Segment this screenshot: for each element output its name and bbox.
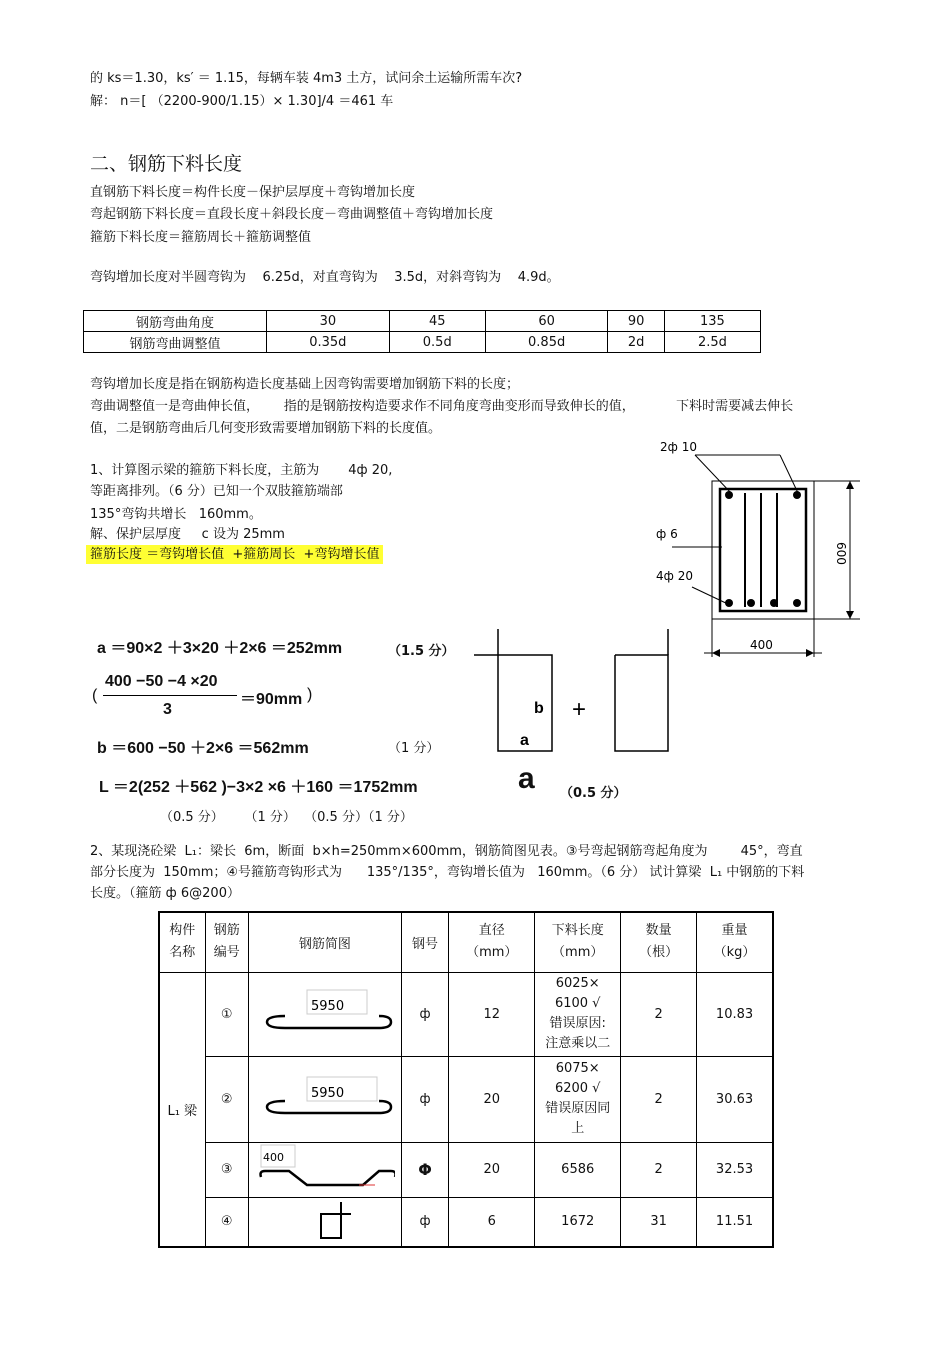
fraction-denominator: 3 [163, 701, 172, 718]
header-qty: 数量 （根） [621, 912, 697, 972]
hook-note: 弯钩增加长度对半圆弯钩为 6.25d，对直弯钩为 3.5d，对斜弯钩为 4.9d。 [90, 270, 560, 285]
rebar-no: ④ [205, 1197, 248, 1247]
rebar-weight: 30.63 [697, 1056, 773, 1142]
bend-value-90: 2d [608, 332, 664, 353]
bend-value-30: 0.35d [267, 332, 390, 353]
rebar-weight: 10.83 [697, 972, 773, 1056]
bend-value-60: 0.85d [485, 332, 608, 353]
header-number: 钢筋 编号 [205, 912, 248, 972]
label-b: b [534, 700, 544, 717]
formula-bent: 弯起钢筋下料长度＝直段长度＋斜段长度－弯曲调整值＋弯钩增加长度 [90, 207, 494, 222]
equation-b: b ＝600 −50 ＋2×6 ＝562mm [97, 740, 309, 757]
rebar-sketch-1 [249, 972, 402, 1056]
label-width: 400 [750, 638, 773, 652]
rebar-length: 6025× 6100 √ 错误原因: 注意乘以二 [535, 972, 621, 1056]
fraction-bar [103, 695, 237, 696]
equation-a: a ＝90×2 ＋3×20 ＋2×6 ＝252mm [97, 640, 343, 657]
q2-line-3: 长度。（箍筋 ф 6@200） [90, 886, 240, 901]
section-heading: 二、钢筋下料长度 [90, 153, 243, 175]
sketch-2-label: 5950 [310, 1086, 344, 1101]
table-row [159, 1142, 773, 1197]
hook-bar-2 [267, 1101, 391, 1113]
bend-value-45: 0.5d [389, 332, 485, 353]
rebar-sketch-4 [249, 1197, 402, 1247]
bend-angle-30: 30 [267, 311, 390, 332]
bend-angle-60: 60 [485, 311, 608, 332]
formula-straight: 直钢筋下料长度＝构件长度－保护层厚度＋弯钩增加长度 [90, 185, 416, 200]
table-row [159, 1197, 773, 1247]
rebar-qty: 2 [621, 1142, 697, 1197]
rebar-no: ② [205, 1056, 248, 1142]
rebar-grade: Φ [401, 1142, 449, 1197]
bend-value-135: 2.5d [664, 332, 760, 353]
q1-line-1: 1、计算图示梁的箍筋下料长度，主筋为 4ф 20, [90, 463, 393, 478]
header-member: 构件 名称 [159, 912, 205, 972]
rebar-length: 6075× 6200 √ 错误原因同 上 [535, 1056, 621, 1142]
table-row [159, 1056, 773, 1142]
member-name: L₁ 梁 [159, 972, 205, 1247]
label-bottom-bars: 4ф 20 [656, 569, 693, 583]
top-bar-right [793, 491, 801, 499]
q1-line-3: 135°弯钩共增长 160mm。 [90, 507, 262, 522]
equation-b-score: （1 分） [388, 741, 440, 756]
explain-1: 弯钩增加长度是指在钢筋构造长度基础上因弯钩需要增加钢筋下料的长度； [90, 377, 520, 392]
explain-3: 值，二是钢筋弯曲后几何变形致需要增加钢筋下料的长度值。 [90, 421, 442, 436]
sketch-3-label: 400 [262, 1150, 284, 1164]
rebar-length: 1672 [535, 1197, 621, 1247]
stirrup-bar [321, 1214, 341, 1238]
intro-line-1: 的 ks＝1.30，ks′ ＝ 1.15，每辆车装 4m3 土方，试问余土运输所需车次? [90, 71, 523, 86]
plus-sign: + [572, 696, 587, 723]
label-a: a [520, 732, 529, 749]
fraction-result: ＝90mm [240, 691, 303, 708]
bend-value-header: 钢筋弯曲调整值 [84, 332, 267, 353]
rebar-length: 6586 [535, 1142, 621, 1197]
label-height: 600 [834, 542, 848, 565]
bend-angle-header: 钢筋弯曲角度 [84, 311, 267, 332]
rebar-grade: ф [401, 972, 449, 1056]
sketch-1-label: 5950 [310, 999, 344, 1014]
label-stirrup: ф 6 [656, 527, 678, 541]
rebar-table [158, 911, 774, 1248]
rebar-dia: 12 [449, 972, 535, 1056]
equation-L-scores: （0.5 分） （1 分） （0.5 分）（1 分） [160, 810, 413, 825]
fraction-numerator: 400 −50 −4 ×20 [105, 673, 218, 690]
rebar-qty: 2 [621, 972, 697, 1056]
bend-angle-45: 45 [389, 311, 485, 332]
paren-open: ( [92, 687, 98, 704]
rebar-weight: 32.53 [697, 1142, 773, 1197]
bend-angle-135: 135 [664, 311, 760, 332]
table-row [159, 972, 773, 1056]
header-diameter: 直径 （mm） [449, 912, 535, 972]
q1-line-2: 等距离排列。（6 分）已知一个双肢箍筋端部 [90, 484, 343, 499]
paren-close: ) [307, 686, 313, 703]
equation-a-score: （1.5 分） [388, 644, 455, 659]
q2-line-2: 部分长度为 150mm；④号箍筋弯钩形式为 135°/135°，弯钩增长值为 160mm。（6 分） 试计算梁 L₁ 中钢筋的下料 [90, 865, 805, 880]
rebar-weight: 11.51 [697, 1197, 773, 1247]
big-a-score: （0.5 分） [560, 786, 627, 801]
label-top-bars: 2ф 10 [660, 440, 697, 454]
header-sketch: 钢筋简图 [249, 912, 402, 972]
rebar-dia: 6 [449, 1197, 535, 1247]
rebar-qty: 2 [621, 1056, 697, 1142]
equation-L: L ＝2(252 ＋562 )−3×2 ×6 ＋160 ＝1752mm [99, 779, 418, 796]
rebar-no: ① [205, 972, 248, 1056]
rebar-dia: 20 [449, 1056, 535, 1142]
q2-line-1: 2、某现浇砼梁 L₁：梁长 6m，断面 b×h=250mm×600mm，钢筋简图见表。③号弯起钢筋弯起角度为 45°，弯直 [90, 844, 803, 859]
rebar-grade: ф [401, 1056, 449, 1142]
header-grade: 钢号 [401, 912, 449, 972]
rebar-sketch-3 [249, 1142, 402, 1197]
q1-line-4: 解、保护层厚度 c 设为 25mm [90, 527, 285, 542]
stirrup-sketch [470, 625, 680, 760]
rebar-qty: 31 [621, 1197, 697, 1247]
hook-bar-1 [267, 1016, 391, 1028]
rebar-dia: 20 [449, 1142, 535, 1197]
bend-adjust-table [83, 310, 761, 353]
rebar-grade: ф [401, 1197, 449, 1247]
explain-2: 弯曲调整值一是弯曲伸长值， 指的是钢筋按构造要求作不同角度弯曲变形而导致伸长的值， 下料时需要减去伸长 [90, 399, 794, 414]
header-length: 下料长度 （mm） [535, 912, 621, 972]
intro-line-2: 解： n＝[ （2200-900/1.15）× 1.30]/4 ＝461 车 [90, 94, 394, 109]
bend-angle-90: 90 [608, 311, 664, 332]
rebar-no: ③ [205, 1142, 248, 1197]
top-bar-left [725, 491, 733, 499]
bent-bar [265, 1171, 391, 1185]
rebar-sketch-2 [249, 1056, 402, 1142]
q1-highlight: 箍筋长度 ＝弯钩增长值 +箍筋周长 +弯钩增长值 [86, 546, 383, 564]
label-big-a: a [518, 762, 535, 795]
formula-stirrup: 箍筋下料长度＝箍筋周长＋箍筋调整值 [90, 230, 312, 245]
header-weight: 重量 （kg） [697, 912, 773, 972]
